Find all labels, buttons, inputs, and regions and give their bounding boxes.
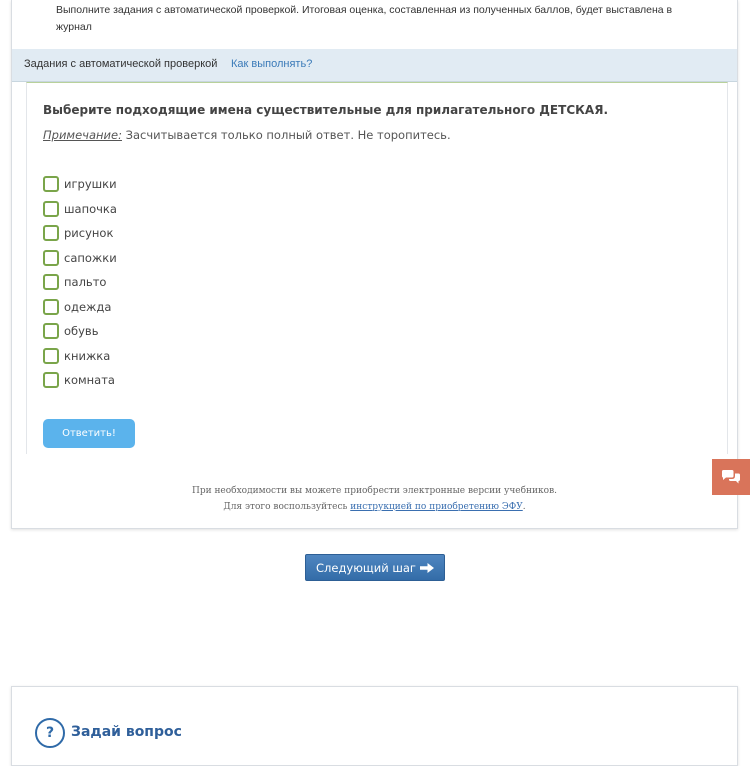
option-item[interactable]: [43, 344, 117, 369]
intro-text: Выполните задания с автоматической проверкой. Итоговая оценка, составленная из полученных баллов, будет выставлена в журнал: [56, 4, 673, 33]
checkbox[interactable]: [43, 201, 59, 217]
ebook-info-suffix: .: [522, 501, 526, 512]
how-to-link[interactable]: Как выполнять?: [231, 58, 313, 70]
question-title: Выберите подходящие имена существительные для прилагательного ДЕТСКАЯ.: [43, 103, 609, 117]
checkbox[interactable]: [43, 176, 59, 192]
ask-question-title[interactable]: Задай вопрос: [71, 724, 182, 740]
question-note: [43, 128, 451, 142]
tasks-bar-title: Задания с автоматической проверкой: [24, 58, 218, 70]
checkbox[interactable]: [43, 323, 59, 339]
tasks-bar: [12, 49, 737, 82]
checkbox[interactable]: [43, 250, 59, 266]
option-item[interactable]: [43, 246, 117, 271]
option-item[interactable]: [43, 319, 117, 344]
ebook-instruction-link[interactable]: инструкцией по приобретению ЭФУ: [350, 501, 523, 512]
option-item[interactable]: [43, 368, 117, 393]
arrow-right-icon: [420, 563, 434, 573]
question-card: [26, 82, 728, 454]
option-label: игрушки: [64, 177, 117, 192]
option-item[interactable]: [43, 172, 117, 197]
note-text: Засчитывается только полный ответ. Не торопитесь.: [121, 128, 451, 142]
next-step-label: Следующий шаг: [316, 560, 416, 575]
chat-bubbles-icon: [721, 469, 741, 485]
next-step-button[interactable]: [305, 554, 445, 581]
options-list: [43, 172, 117, 393]
answer-button[interactable]: Ответить!: [43, 419, 135, 448]
task-panel: [11, 0, 738, 529]
ebook-info-line1: При необходимости вы можете приобрести электронные версии учебников.: [191, 486, 558, 496]
option-item[interactable]: [43, 221, 117, 246]
option-label: обувь: [64, 324, 99, 339]
checkbox[interactable]: [43, 225, 59, 241]
option-label: комната: [64, 373, 115, 388]
chat-button[interactable]: [712, 459, 750, 495]
checkbox[interactable]: [43, 348, 59, 364]
note-label: Примечание:: [43, 128, 122, 142]
question-circle-icon: ?: [35, 718, 65, 748]
option-label: шапочка: [64, 201, 117, 216]
option-item[interactable]: [43, 295, 117, 320]
checkbox[interactable]: [43, 372, 59, 388]
option-item[interactable]: [43, 197, 117, 222]
ebook-info-line2: [12, 500, 737, 516]
option-label: сапожки: [64, 250, 117, 265]
checkbox[interactable]: [43, 299, 59, 315]
ebook-info-prefix: Для этого воспользуйтесь: [223, 501, 351, 512]
option-item[interactable]: [43, 270, 117, 295]
checkbox[interactable]: [43, 274, 59, 290]
option-label: одежда: [64, 299, 112, 314]
option-label: пальто: [64, 275, 107, 290]
option-label: книжка: [64, 348, 111, 363]
ebook-info: [12, 484, 737, 515]
option-label: рисунок: [64, 226, 114, 241]
ask-question-panel: [11, 686, 738, 766]
